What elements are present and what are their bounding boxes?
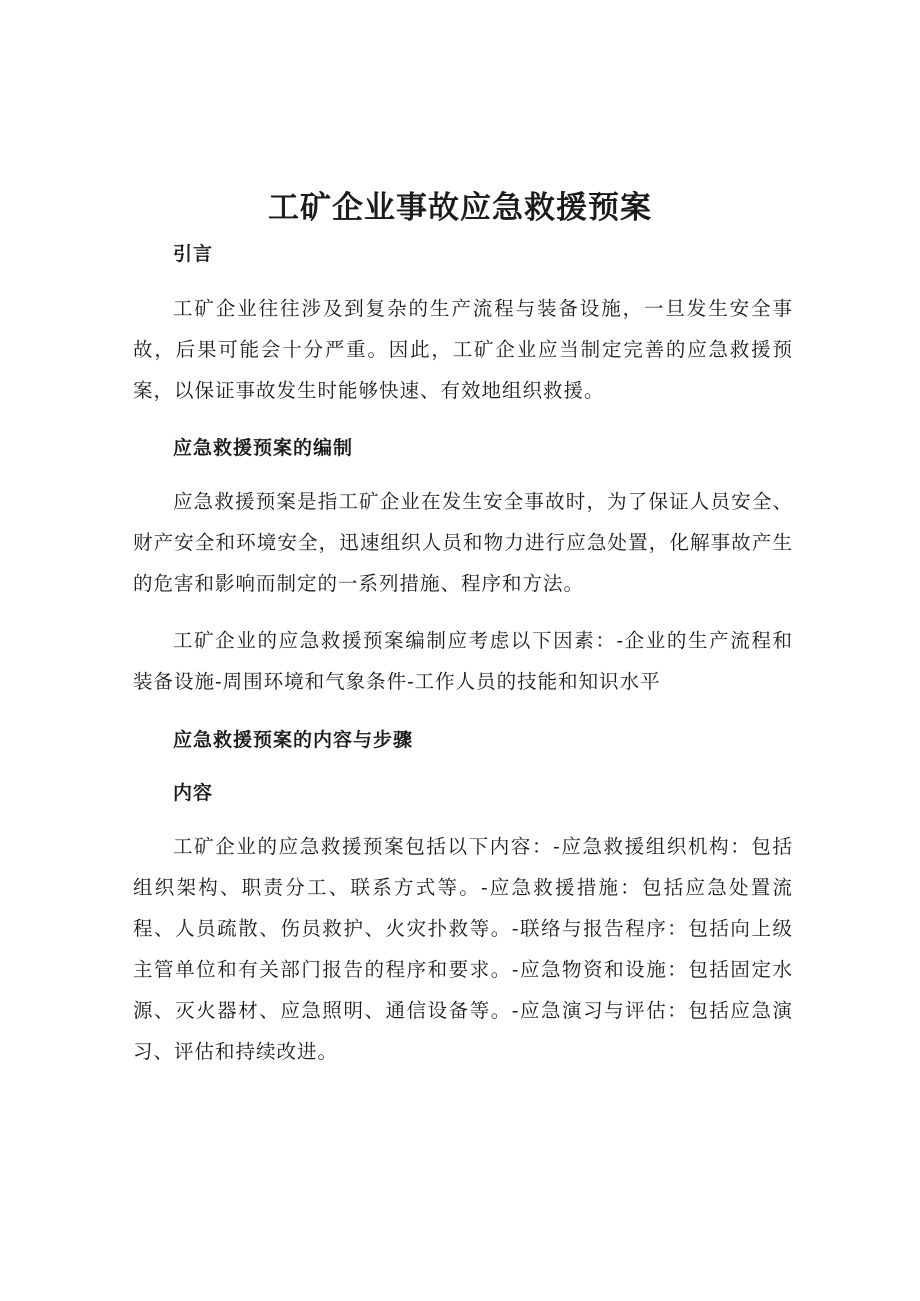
plan-definition-paragraph: 应急救援预案是指工矿企业在发生安全事故时，为了保证人员安全、财产安全和环境安全，迅速组织人员和物力进行应急处置，化解事故产生的危害和影响而制定的一系列措施、程序和方法。 [133, 490, 793, 595]
introduction-paragraph: 工矿企业往往涉及到复杂的生产流程与装备设施，一旦发生安全事故，后果可能会十分严重。因此，工矿企业应当制定完善的应急救援预案，以保证事故发生时能够快速、有效地组织救援。 [133, 297, 793, 402]
section-heading-content-and-steps: 应急救援预案的内容与步骤 [173, 729, 414, 751]
section-heading-plan-compilation: 应急救援预案的编制 [173, 437, 354, 459]
document-title: 工矿企业事故应急救援预案 [268, 190, 652, 226]
section-heading-content: 内容 [173, 782, 214, 804]
compilation-factors-paragraph: 工矿企业的应急救援预案编制应考虑以下因素：-企业的生产流程和装备设施-周围环境和气象条件-工作人员的技能和知识水平 [133, 629, 793, 693]
section-heading-introduction: 引言 [173, 243, 214, 265]
content-paragraph: 工矿企业的应急救援预案包括以下内容：-应急救援组织机构：包括组织架构、职责分工、联系方式等。-应急救援措施：包括应急处置流程、人员疏散、伤员救护、火灾扑救等。-联络与报告程序：包括向上级主管单位和有关部门报告的程序和要求。-应急物资和设施：包括固定水源、灭火器材、应急照明、通信设备等。-应急演习与评估：包括应急演习、评估和持续改进。 [133, 835, 793, 1063]
